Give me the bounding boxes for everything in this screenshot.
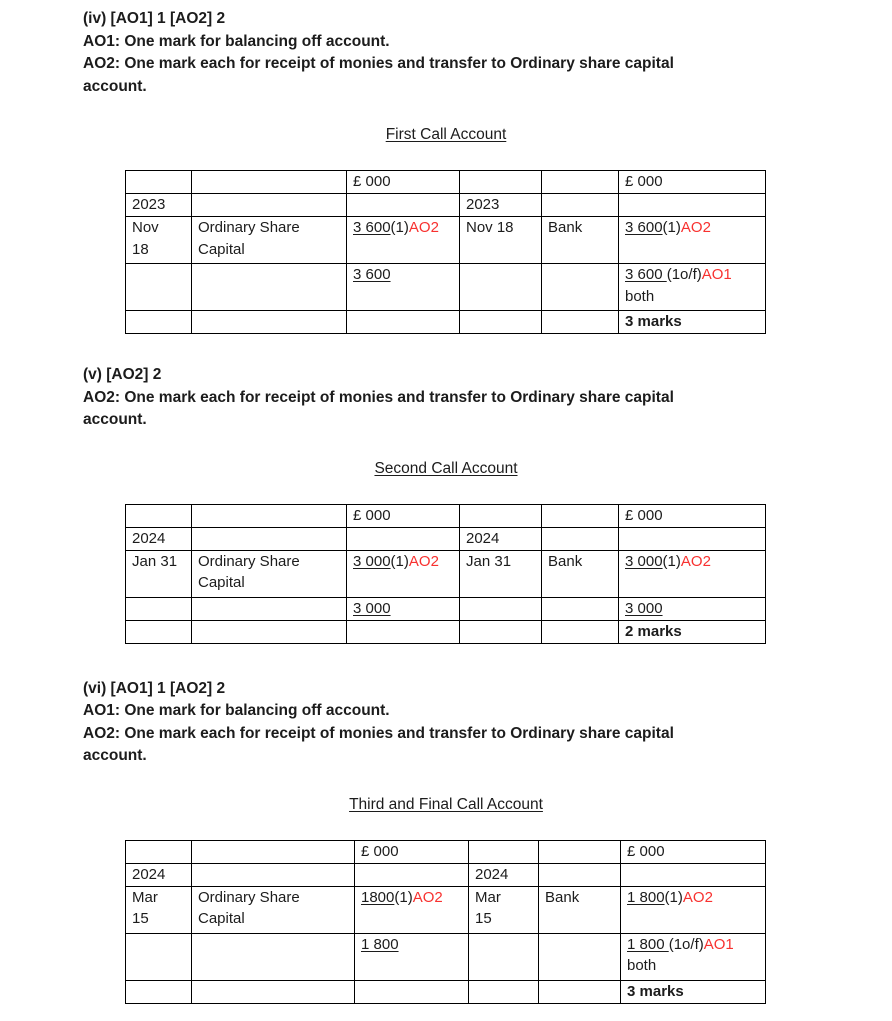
table-cell [192,504,347,527]
marker-annotation: AO2 [680,552,711,570]
table-cell [460,217,542,264]
table-cell [126,194,192,217]
table-cell [347,597,460,620]
table-cell [347,527,460,550]
table-cell [621,886,766,933]
cell-line [466,551,535,573]
marker-annotation: AO2 [680,219,711,236]
cell-line [353,551,453,573]
cell-line [548,217,612,239]
text-segment: (1) [394,888,413,906]
text-segment: (1o/f) [668,935,704,953]
heading-line: AO2: One mark each for receipt of monies and transfer to Ordinary share capital [83,724,674,742]
table-cell [347,311,460,334]
cell-line [353,264,453,286]
text-segment: Mar [475,888,501,906]
table-cell [192,217,347,264]
table-cell [621,933,766,980]
text-segment: £ 000 [353,506,391,524]
table-cell [542,504,619,527]
table-row [126,171,766,194]
cell-line [198,551,340,573]
cell-line [198,572,340,594]
text-segment: 3 600 [625,266,667,283]
text-segment: 2024 [475,865,509,883]
cell-line [548,551,612,573]
account-title [0,794,892,816]
text-segment: 1 800 [627,888,665,906]
table-cell [126,620,192,643]
cell-line [625,621,759,643]
table-cell [460,504,542,527]
account-title-text: Second Call Account [374,459,518,477]
table-row [126,933,766,980]
table-cell [126,264,192,311]
cell-line [132,239,185,261]
text-segment: Ordinary Share [198,552,300,570]
cell-line [625,171,759,193]
cell-line [627,934,759,956]
cell-line [353,505,453,527]
mark-scheme-section-iv [0,8,892,334]
table-row [126,527,766,550]
table-cell [460,171,542,194]
heading-line: (iv) [AO1] 1 [AO2] 2 [83,10,226,27]
table-cell [621,863,766,886]
cell-line [132,864,185,886]
text-segment: both [625,287,655,305]
table-cell [126,527,192,550]
table-cell [460,194,542,217]
table-row [126,311,766,334]
text-segment: 2023 [132,196,166,213]
table-cell [619,171,766,194]
text-segment: 3 000 [625,552,663,570]
cell-line [625,551,759,573]
text-segment: Bank [548,552,583,570]
table-cell [192,194,347,217]
section-heading [83,8,812,98]
cell-line [198,217,340,239]
text-segment: (1) [664,888,683,906]
cell-line [132,551,185,573]
table-cell [126,311,192,334]
text-segment: Bank [548,219,583,236]
table-cell [126,886,192,933]
text-segment: 2024 [132,865,166,883]
table-cell [542,264,619,311]
table-cell [619,597,766,620]
text-segment: 2024 [466,529,500,547]
table-cell [621,980,766,1003]
section-heading [83,364,812,432]
table-cell [192,620,347,643]
cell-line [475,908,532,930]
t-account-table-iv [125,170,766,334]
mark-scheme-section-v [0,364,892,644]
table-cell [460,550,542,597]
table-cell [355,840,469,863]
heading-line: account. [83,747,147,764]
table-cell [619,620,766,643]
cell-line [198,887,348,909]
table-cell [192,311,347,334]
text-segment: 1 800 [361,935,399,953]
marker-annotation: AO2 [412,888,443,906]
text-segment: Ordinary Share [198,219,300,236]
table-row [126,194,766,217]
text-segment: £ 000 [625,173,663,190]
cell-line [132,908,185,930]
cell-line [627,981,759,1003]
cell-line [132,217,185,239]
table-cell [347,620,460,643]
text-segment: 1 800 [627,935,669,953]
heading-line: account. [83,77,147,95]
account-title-text: Third and Final Call Account [349,795,543,813]
heading-line: (v) [AO2] 2 [83,366,162,383]
text-segment: 3 600 [353,266,391,283]
table-cell [619,311,766,334]
marker-annotation: AO2 [408,552,439,570]
table-cell [469,886,539,933]
table-row [126,863,766,886]
marker-annotation: AO2 [682,888,713,906]
text-segment: Capital [198,574,245,591]
cell-line [475,864,532,886]
table-cell [542,311,619,334]
table-row [126,840,766,863]
table-cell [619,194,766,217]
heading-line: AO2: One mark each for receipt of monies and transfer to Ordinary share capital [83,388,674,406]
text-segment: (1) [662,552,681,570]
text-segment: Nov [132,219,159,236]
table-cell [542,527,619,550]
text-segment: Mar [132,888,158,906]
table-cell [347,217,460,264]
cell-line [625,311,759,333]
cell-line [132,528,185,550]
table-cell [542,597,619,620]
table-cell [192,264,347,311]
cell-line [627,841,759,863]
text-segment: £ 000 [625,506,663,524]
table-row [126,886,766,933]
cell-line [198,908,348,930]
cell-line [353,171,453,193]
cell-line [353,598,453,620]
cell-line [361,887,462,909]
table-cell [460,264,542,311]
t-account-table-vi [125,840,766,1004]
text-segment: 1800 [361,888,395,906]
text-segment: (1o/f) [666,266,702,283]
document-body [0,8,892,1004]
cell-line [625,264,759,286]
text-segment: 15 [475,910,492,927]
heading-line: AO1: One mark for balancing off account. [83,702,390,719]
table-cell [192,980,355,1003]
cell-line [132,194,185,216]
marker-annotation: AO1 [701,266,732,283]
text-segment: 3 marks [625,313,682,330]
table-cell [355,933,469,980]
table-cell [539,863,621,886]
table-cell [619,504,766,527]
table-cell [347,264,460,311]
table-cell [460,527,542,550]
table-cell [460,597,542,620]
account-title [0,124,892,146]
heading-line: (vi) [AO1] 1 [AO2] 2 [83,679,226,697]
table-cell [126,840,192,863]
table-cell [355,980,469,1003]
account-title [0,458,892,480]
table-row [126,980,766,1003]
section-heading [83,678,812,768]
table-cell [469,980,539,1003]
text-segment: 3 000 [353,552,391,570]
cell-line [361,934,462,956]
text-segment: both [627,957,657,974]
cell-line [361,841,462,863]
text-segment: 3 600 [353,219,391,236]
table-cell [460,311,542,334]
text-segment: Jan 31 [466,552,512,570]
text-segment: £ 000 [361,842,399,860]
table-cell [192,933,355,980]
table-cell [542,194,619,217]
cell-line [466,194,535,216]
table-cell [192,550,347,597]
text-segment: Bank [545,888,580,906]
text-segment: 2 marks [625,622,682,640]
table-cell [126,550,192,597]
text-segment: Capital [198,910,245,927]
table-row [126,504,766,527]
table-cell [621,840,766,863]
table-cell [192,863,355,886]
table-cell [542,171,619,194]
text-segment: 3 marks [627,982,684,1000]
table-cell [126,863,192,886]
heading-line: account. [83,411,147,428]
table-cell [539,980,621,1003]
table-cell [539,886,621,933]
cell-line [545,887,614,909]
table-cell [126,217,192,264]
cell-line [625,286,759,308]
table-cell [460,620,542,643]
table-cell [355,863,469,886]
cell-line [475,887,532,909]
cell-line [625,505,759,527]
marker-annotation: AO1 [703,935,734,953]
table-cell [347,194,460,217]
table-cell [539,840,621,863]
table-cell [347,504,460,527]
table-cell [355,886,469,933]
heading-line: AO1: One mark for balancing off account. [83,32,390,50]
cell-line [625,217,759,239]
cell-line [353,217,453,239]
table-cell [469,863,539,886]
marker-annotation: AO2 [408,219,439,236]
text-segment: 3 000 [353,599,391,617]
table-cell [192,527,347,550]
text-segment: £ 000 [353,173,391,190]
mark-scheme-section-vi [0,678,892,1004]
text-segment: 3 000 [625,599,663,617]
cell-line [466,528,535,550]
text-segment: Jan 31 [132,552,178,570]
table-cell [347,550,460,597]
table-row [126,264,766,311]
t-account-table-v [125,504,766,644]
table-cell [619,264,766,311]
text-segment: 2024 [132,529,166,547]
text-segment: 15 [132,910,149,927]
table-cell [126,980,192,1003]
cell-line [627,887,759,909]
text-segment: 2023 [466,196,500,213]
table-cell [192,597,347,620]
heading-line: AO2: One mark each for receipt of monies and transfer to Ordinary share capital [83,55,674,72]
table-row [126,217,766,264]
table-cell [126,933,192,980]
table-cell [126,504,192,527]
table-cell [469,933,539,980]
text-segment: 18 [132,240,149,258]
cell-line [625,598,759,620]
cell-line [627,955,759,977]
text-segment: (1) [662,219,681,236]
table-cell [192,171,347,194]
table-row [126,620,766,643]
table-cell [619,217,766,264]
table-cell [192,886,355,933]
table-row [126,550,766,597]
text-segment: 3 600 [625,219,663,236]
table-cell [619,527,766,550]
text-segment: (1) [390,552,409,570]
table-cell [542,217,619,264]
table-cell [539,933,621,980]
text-segment: £ 000 [627,842,665,860]
table-cell [126,171,192,194]
table-cell [542,550,619,597]
text-segment: (1) [390,219,409,236]
table-cell [542,620,619,643]
text-segment: Capital [198,240,245,258]
cell-line [132,887,185,909]
text-segment: Ordinary Share [198,888,300,906]
table-cell [192,840,355,863]
table-row [126,597,766,620]
table-cell [347,171,460,194]
cell-line [198,239,340,261]
table-cell [469,840,539,863]
account-title-text: First Call Account [385,126,507,143]
table-cell [126,597,192,620]
text-segment: Nov 18 [466,219,514,236]
cell-line [466,217,535,239]
table-cell [619,550,766,597]
